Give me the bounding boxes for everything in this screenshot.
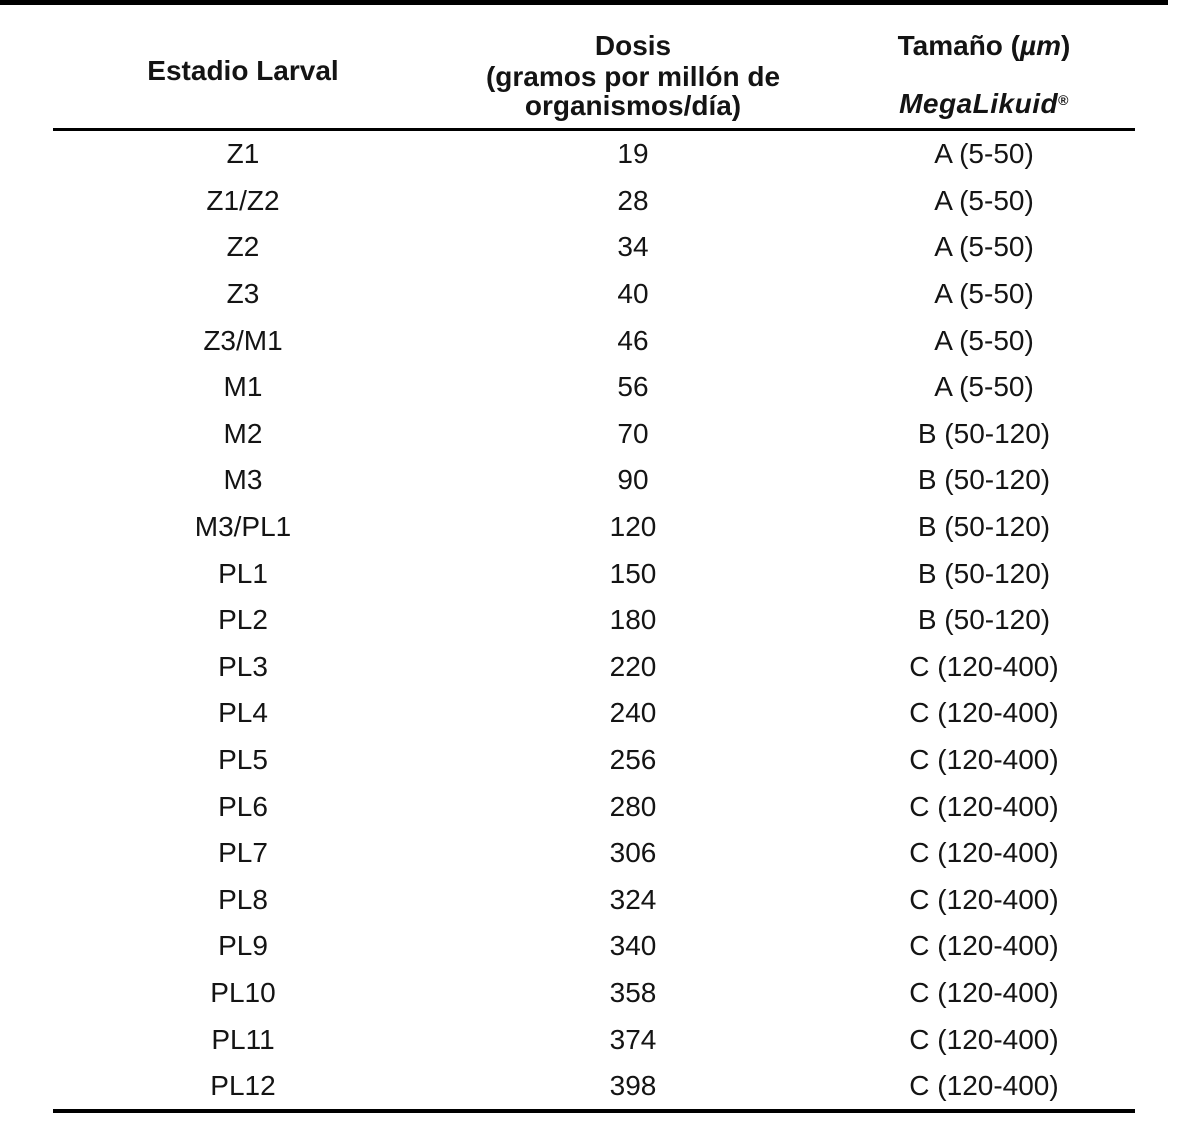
dose-cell: 358 xyxy=(609,976,657,1008)
stage-cell: Z1 xyxy=(226,138,260,170)
dose-cell: 398 xyxy=(433,1063,833,1112)
table-row xyxy=(53,504,1135,551)
size-cell: C (120-400) xyxy=(909,697,1059,729)
size-cell: C (120-400) xyxy=(909,1023,1059,1055)
stage-cell: PL5 xyxy=(218,744,268,776)
dose-header-title: Dosis xyxy=(594,30,672,61)
table-row xyxy=(53,1016,1135,1063)
dose-cell: 40 xyxy=(617,278,649,310)
size-cell: A (5-50) xyxy=(934,138,1034,170)
dose-cell: 70 xyxy=(617,417,649,449)
stage-cell: M3/PL1 xyxy=(194,511,292,543)
table-row xyxy=(53,550,1135,597)
stage-cell: PL7 xyxy=(218,837,268,869)
table-row xyxy=(53,830,1135,877)
stage-cell: PL11 xyxy=(211,1023,275,1055)
stage-cell: PL10 xyxy=(210,976,276,1008)
dose-cell: 19 xyxy=(617,138,649,170)
dosage-table xyxy=(53,0,1135,1113)
column-header-dose xyxy=(433,0,833,130)
size-cell: A (5-50) xyxy=(934,278,1034,310)
stage-cell: Z2 xyxy=(226,231,260,263)
dose-cell: 180 xyxy=(609,604,657,636)
dose-header-subtitle: (gramos por millón de organismos/día) xyxy=(485,61,781,121)
table-row xyxy=(53,1063,1135,1112)
stage-cell: PL9 xyxy=(218,930,268,962)
size-cell: B (50-120) xyxy=(917,604,1051,636)
dose-cell: 90 xyxy=(617,464,649,496)
size-header-title: Tamaño (µm) xyxy=(897,30,1071,61)
dose-cell: 240 xyxy=(609,697,657,729)
stage-cell: PL4 xyxy=(218,697,268,729)
size-cell: B (50-120) xyxy=(917,417,1051,449)
size-cell: C (120-400) xyxy=(909,837,1059,869)
stage-cell: Z3/M1 xyxy=(203,324,283,356)
registered-trademark-symbol: ® xyxy=(1058,92,1069,108)
dose-cell: 340 xyxy=(609,930,657,962)
size-cell: A (5-50) xyxy=(934,231,1034,263)
table-row xyxy=(53,783,1135,830)
size-cell: B (50-120) xyxy=(917,557,1051,589)
table-row xyxy=(53,690,1135,737)
stage-cell: PL2 xyxy=(218,604,268,636)
size-cell: C (120-400) xyxy=(909,883,1059,915)
stage-header-label: Estadio Larval xyxy=(147,55,339,86)
size-cell: A (5-50) xyxy=(934,371,1034,403)
table-row xyxy=(53,130,1135,178)
size-cell: C (120-400) xyxy=(909,650,1059,682)
stage-cell: M3 xyxy=(223,464,263,496)
size-cell: A (5-50) xyxy=(934,324,1034,356)
table-header xyxy=(53,0,1135,130)
table-row xyxy=(53,644,1135,691)
table-row xyxy=(53,877,1135,924)
table-row xyxy=(53,923,1135,970)
size-cell: C (120-400) xyxy=(909,744,1059,776)
dose-cell: 28 xyxy=(617,184,649,216)
dose-cell: 56 xyxy=(617,371,649,403)
column-header-stage xyxy=(53,0,433,130)
stage-cell: PL6 xyxy=(218,790,268,822)
stage-cell: Z3 xyxy=(226,278,260,310)
table-row xyxy=(53,317,1135,364)
column-header-size xyxy=(833,0,1135,130)
stage-cell: PL1 xyxy=(218,557,268,589)
micron-unit: µm xyxy=(1020,30,1062,61)
dose-cell: 280 xyxy=(609,790,657,822)
dosage-table-container xyxy=(53,0,1135,1113)
dose-cell: 34 xyxy=(617,231,649,263)
size-cell: B (50-120) xyxy=(917,464,1051,496)
dose-cell: 324 xyxy=(609,883,657,915)
size-cell: C (120-400) xyxy=(909,790,1059,822)
dose-cell: 150 xyxy=(609,557,657,589)
size-cell: A (5-50) xyxy=(934,184,1034,216)
table-row xyxy=(53,457,1135,504)
stage-cell: M1 xyxy=(223,371,263,403)
stage-cell: Z1/Z2 xyxy=(206,184,280,216)
dose-cell: 120 xyxy=(609,511,657,543)
brand-name-label: MegaLikuid® xyxy=(899,88,1069,119)
table-row xyxy=(53,597,1135,644)
table-row xyxy=(53,970,1135,1017)
table-body xyxy=(53,130,1135,1112)
table-row xyxy=(53,271,1135,318)
stage-cell: M2 xyxy=(223,417,263,449)
dose-cell: 306 xyxy=(609,837,657,869)
table-row xyxy=(53,364,1135,411)
size-cell: C (120-400) xyxy=(833,1063,1135,1112)
size-cell: C (120-400) xyxy=(909,976,1059,1008)
table-row xyxy=(53,224,1135,271)
size-cell: C (120-400) xyxy=(909,930,1059,962)
size-cell: B (50-120) xyxy=(917,511,1051,543)
table-row xyxy=(53,411,1135,458)
dose-cell: 220 xyxy=(609,650,657,682)
dose-cell: 46 xyxy=(617,324,649,356)
stage-cell: PL3 xyxy=(218,650,268,682)
table-row xyxy=(53,178,1135,225)
stage-cell: PL8 xyxy=(218,883,268,915)
table-row xyxy=(53,737,1135,784)
dose-cell: 374 xyxy=(609,1023,657,1055)
stage-cell: PL12 xyxy=(53,1063,433,1112)
dose-cell: 256 xyxy=(609,744,657,776)
